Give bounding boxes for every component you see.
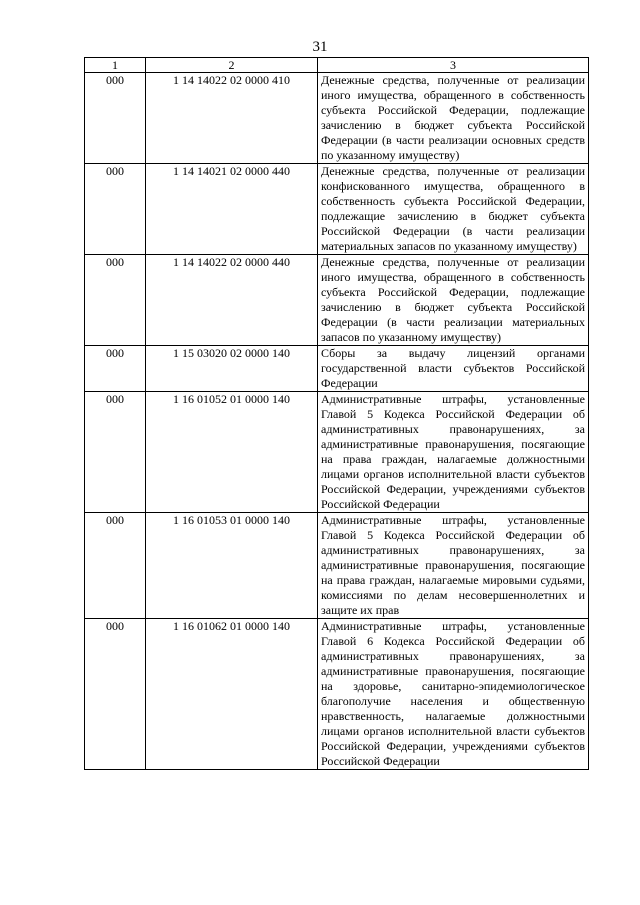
admin-code-cell: 000 — [85, 164, 146, 255]
admin-code-cell: 000 — [85, 255, 146, 346]
page-number: 31 — [312, 39, 328, 55]
admin-code-cell: 000 — [85, 392, 146, 513]
table-row — [85, 392, 589, 513]
revenue-code-cell: 1 16 01053 01 0000 140 — [146, 513, 318, 619]
revenue-description-cell: Административные штрафы, установленные Главой 6 Кодекса Российской Федерации об административных правонарушениях, за административные правонарушения, посягающие на здоровье, санитарно-эпидемиологическое благополучие населения и общественную нравственность, налагаемые должностными лицами органов исполнительной власти субъектов Российской Федерации, учреждениями субъектов Российской Федерации — [318, 619, 589, 770]
revenue-description-cell: Денежные средства, полученные от реализации иного имущества, обращенного в собственность субъекта Российской Федерации, подлежащие зачислению в бюджет субъекта Российской Федерации (в части реализации материальных запасов по указанному имуществу) — [318, 255, 589, 346]
revenue-code-cell: 1 14 14022 02 0000 410 — [146, 73, 318, 164]
revenue-description-cell: Административные штрафы, установленные Главой 5 Кодекса Российской Федерации об административных правонарушениях, за административные правонарушения, посягающие на права граждан, налагаемые мировыми судьями, комиссиями по делам несовершеннолетних и защите их прав — [318, 513, 589, 619]
revenue-description-cell: Денежные средства, полученные от реализации иного имущества, обращенного в собственность субъекта Российской Федерации, подлежащие зачислению в бюджет субъекта Российской Федерации (в части реализации основных средств по указанному имуществу) — [318, 73, 589, 164]
table-row — [85, 255, 589, 346]
admin-code-cell: 000 — [85, 346, 146, 392]
revenue-description-cell: Административные штрафы, установленные Главой 5 Кодекса Российской Федерации об административных правонарушениях, за административные правонарушения, посягающие на права граждан, налагаемые должностными лицами органов исполнительной власти субъектов Российской Федерации, учреждениями субъектов Российской Федерации — [318, 392, 589, 513]
admin-code-cell: 000 — [85, 73, 146, 164]
revenue-code-cell: 1 16 01052 01 0000 140 — [146, 392, 318, 513]
column-number-3: 3 — [318, 58, 589, 73]
table-row — [85, 164, 589, 255]
revenue-code-cell: 1 14 14022 02 0000 440 — [146, 255, 318, 346]
revenue-code-cell: 1 14 14021 02 0000 440 — [146, 164, 318, 255]
revenue-code-cell: 1 15 03020 02 0000 140 — [146, 346, 318, 392]
column-number-row — [85, 58, 589, 73]
revenue-description-cell: Денежные средства, полученные от реализации конфискованного имущества, обращенного в собственность субъекта Российской Федерации, подлежащие зачислению в бюджет субъекта Российской Федерации (в части реализации материальных запасов по указанному имуществу) — [318, 164, 589, 255]
revenue-code-cell: 1 16 01062 01 0000 140 — [146, 619, 318, 770]
table-row — [85, 513, 589, 619]
table-row — [85, 619, 589, 770]
table-row — [85, 73, 589, 164]
admin-code-cell: 000 — [85, 513, 146, 619]
revenue-description-cell: Сборы за выдачу лицензий органами государственной власти субъектов Российской Федерации — [318, 346, 589, 392]
column-number-1: 1 — [85, 58, 146, 73]
table-row — [85, 346, 589, 392]
admin-code-cell: 000 — [85, 619, 146, 770]
revenue-codes-table — [84, 57, 589, 770]
column-number-2: 2 — [146, 58, 318, 73]
